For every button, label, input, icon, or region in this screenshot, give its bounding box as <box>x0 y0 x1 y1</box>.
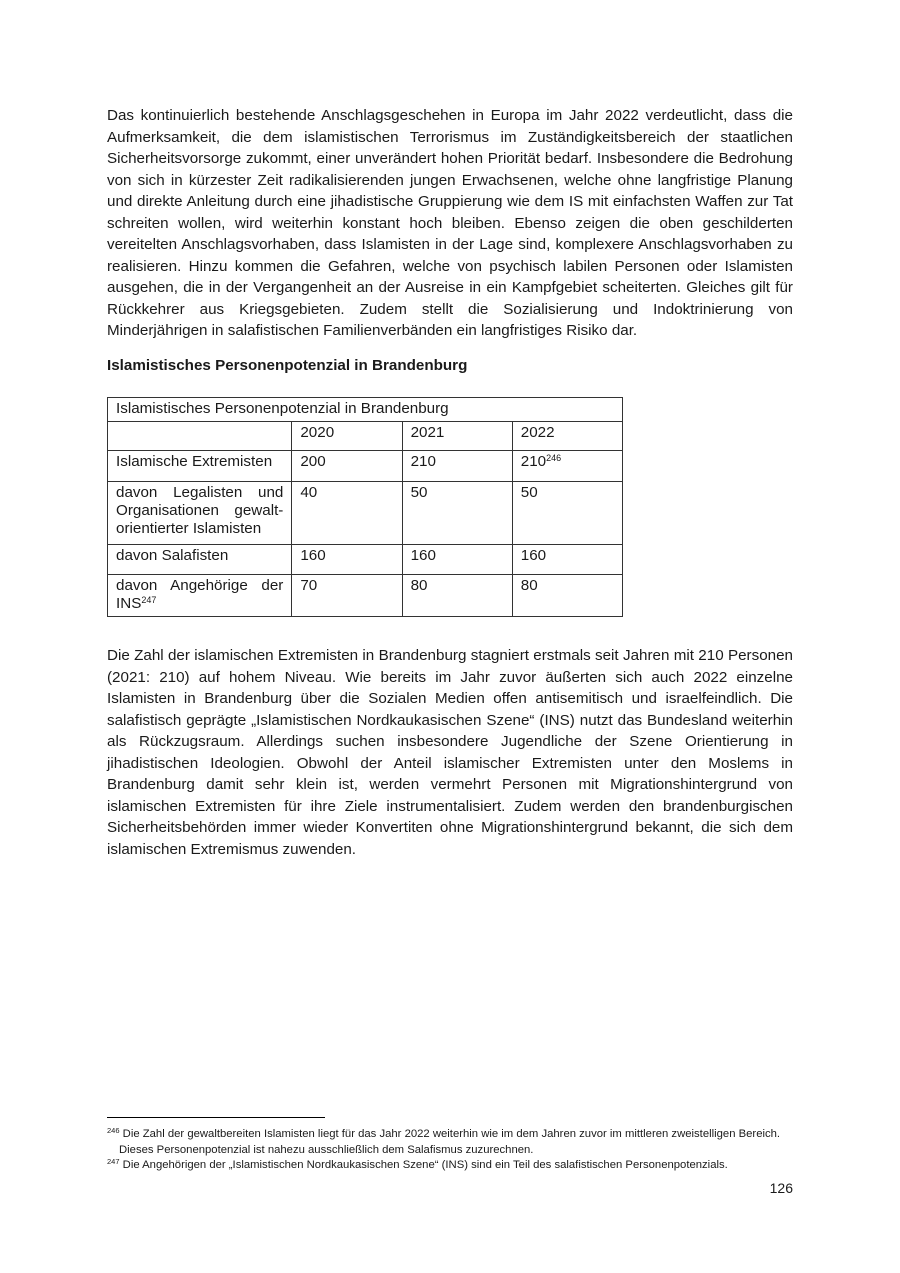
row-label: davon Salafisten <box>108 545 292 575</box>
section-heading: Islamistisches Personenpotenzial in Brandenburg <box>107 357 468 374</box>
table-header-empty <box>108 422 292 451</box>
table-header-year: 2022 <box>512 422 622 451</box>
table-header-row <box>108 422 623 451</box>
footnote-divider <box>107 1117 325 1118</box>
row-label-with-footnote <box>108 575 292 617</box>
footnote <box>107 1127 793 1158</box>
table-header-year: 2021 <box>402 422 512 451</box>
table-cell: 160 <box>292 545 402 575</box>
table-cell: 80 <box>512 575 622 617</box>
footnote-text: Die Angehörigen der „Islamistischen Nordkaukasischen Szene“ (INS) sind ein Teil des salafistischen Personenpotenzials. <box>122 1159 728 1171</box>
footnote-text: Die Zahl der gewaltbereiten Islamisten liegt für das Jahr 2022 weiterhin wie im dem Jahren zuvor im mittleren zweistelligen Bereich. Dieses Personenpotenzial ist nahezu ausschließlich dem Salafismus zuzurechnen. <box>119 1128 781 1156</box>
table-row <box>108 575 623 617</box>
table-cell: 40 <box>292 482 402 545</box>
table-row <box>108 545 623 575</box>
table-cell: 200 <box>292 451 402 482</box>
footnote <box>107 1158 793 1174</box>
footnote-ref: 246 <box>546 453 562 463</box>
table-header-year: 2020 <box>292 422 402 451</box>
row-label: Islamische Extremisten <box>108 451 292 482</box>
footnotes <box>107 1127 793 1174</box>
table-cell-with-footnote <box>512 451 622 482</box>
footnote-number: 246 <box>107 1126 120 1135</box>
table-cell: 210 <box>402 451 512 482</box>
row-label: davon Legalisten und Organisationen gewaltorientierter Islamisten <box>108 482 292 545</box>
footnote-ref: 247 <box>141 595 157 605</box>
personenpotenzial-table <box>107 397 623 617</box>
table-cell: 70 <box>292 575 402 617</box>
intro-paragraph: Das kontinuierlich bestehende Anschlagsgeschehen in Europa im Jahr 2022 verdeutlicht, dass die Aufmerksamkeit, die dem islamistischen Terrorismus im Zuständigkeitsbereich der staatlichen Sicherheitsvorsorge zukommt, einer unverändert hohen Priorität bedarf. Insbesondere die Bedrohung von sich in kürzester Zeit radikalisierenden jungen Erwachsenen, welche ohne langfristige Planung und direkte Anleitung durch eine jihadistische Gruppierung wie dem IS mit einfachsten Waffen zur Tat schreiten wollen, wird weiterhin konstant hoch bleiben. Ebenso zeigen die oben geschilderten vereitelten Anschlagsvorhaben, dass Islamisten in der Lage sind, komplexere Anschlagsvorhaben zu realisieren. Hinzu kommen die Gefahren, welche von psychisch labilen Personen oder Islamisten ausgehen, die in der Vergangenheit an der Ausreise in ein Kampfgebiet scheiterten. Gleiches gilt für Rückkehrer aus Kriegsgebieten. Zudem stellt die Sozialisierung und Indoktrinierung von Minderjährigen in salafistischen Familienverbänden ein langfristiges Risiko dar. <box>107 107 793 339</box>
table-cell: 50 <box>402 482 512 545</box>
footnote-number: 247 <box>107 1157 120 1166</box>
table-cell: 160 <box>512 545 622 575</box>
analysis-paragraph: Die Zahl der islamischen Extremisten in Brandenburg stagniert erstmals seit Jahren mit 210 Personen (2021: 210) auf hohem Niveau. Wie bereits im Jahr zuvor äußerten sich auch 2022 einzelne Islamisten in Brandenburg über die Sozialen Medien offen antisemitisch und israelfeindlich. Die salafistisch geprägte „Islamistischen Nordkaukasischen Szene“ (INS) nutzt das Bundesland weiterhin als Rückzugsraum. Allerdings suchen insbesondere Jugendliche der Szene Orientierung in jihadistischen Ideologien. Obwohl der Anteil islamischer Extremisten unter den Moslems in Brandenburg damit sehr klein ist, werden vermehrt Personen mit Migrationshintergrund von islamischen Extremisten für ihre Ziele instrumentalisiert. Zudem werden den brandenburgischen Sicherheitsbehörden immer wieder Konvertiten ohne Migrationshintergrund bekannt, die sich dem islamischen Extremismus zuwenden. <box>107 647 793 858</box>
page-number: 126 <box>769 1180 793 1196</box>
cell-value: 210 <box>520 453 547 470</box>
row-label: davon Angehörige der INS <box>116 577 284 612</box>
table-caption-row <box>108 398 623 422</box>
table-row <box>108 451 623 482</box>
table-cell: 80 <box>402 575 512 617</box>
table-caption: Islamistisches Personenpotenzial in Brandenburg <box>108 398 623 422</box>
table-cell: 160 <box>402 545 512 575</box>
table-row <box>108 482 623 545</box>
table-cell: 50 <box>512 482 622 545</box>
